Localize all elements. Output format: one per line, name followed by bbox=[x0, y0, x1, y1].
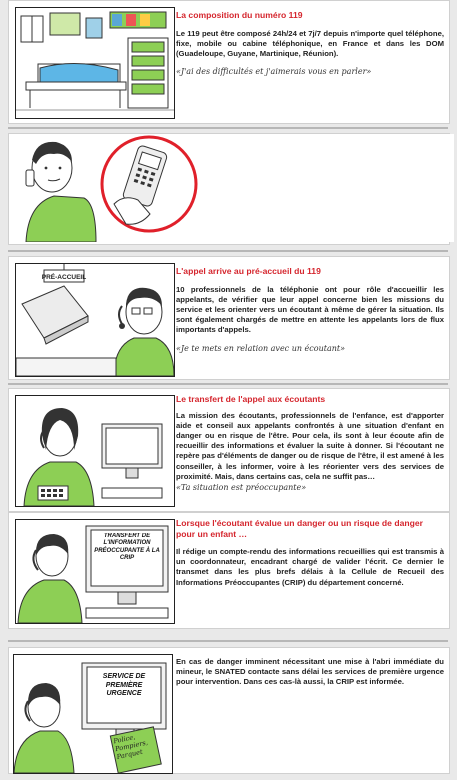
section-ecoutants bbox=[8, 388, 450, 512]
sticky-note-label: Police, Pompiers, Parquet bbox=[112, 732, 149, 762]
section-quote: «Je te mets en relation avec un écoutant» bbox=[176, 343, 345, 353]
section-body: En cas de danger imminent nécessitant une mise à l'abri immédiate du mineur, le SNATED contacte sans délai les services de première urgence pour intervention. Dans ces cas-là aussi, la CRIP est informée. bbox=[176, 657, 444, 687]
illustration-transfert bbox=[15, 519, 175, 624]
section-body: 10 professionnels de la téléphonie ont pour rôle d'accueillir les appelants, de vérifier que leur appel concerne bien les missions du service et les orienter vers un écoutant à même de gérer la situation. Ils sont également chargés de mettre en attente les appelants lors de flux importants d'appels. bbox=[176, 284, 444, 335]
section-quote: «Ta situation est préoccupante» bbox=[176, 482, 307, 492]
divider bbox=[8, 383, 448, 385]
section-title: Lorsque l'écoutant évalue un danger ou un risque de danger pour un enfant … bbox=[176, 518, 424, 539]
section-caller bbox=[8, 133, 450, 245]
section-title: La composition du numéro 119 bbox=[176, 10, 303, 20]
sign-label: PRÉ-ACCUEIL bbox=[41, 274, 87, 281]
screen-label: SERVICE DE PREMIÈRE URGENCE bbox=[102, 673, 146, 698]
section-crip bbox=[8, 512, 450, 629]
divider bbox=[8, 640, 448, 642]
section-title: L'appel arrive au pré-accueil du 119 bbox=[176, 266, 321, 276]
illustration-pre-accueil bbox=[15, 263, 175, 377]
section-pre-accueil bbox=[8, 256, 450, 380]
section-body: Le 119 peut être composé 24h/24 et 7j/7 depuis n'importe quel téléphone, fixe, mobile ou cabine téléphonique, en France et dans les DOM (Guadeloupe, Guyane, Martinique, Réunion). bbox=[176, 28, 444, 58]
section-body: Il rédige un compte-rendu des informations recueillies qui est transmis à un coordonnateur, encadrant chargé de valider l'écrit. Ce dernier le transmet dans les plus brefs délais à la Cellule de Recueil des Informations Préoccupantes (CRIP) du département concerné. bbox=[176, 547, 444, 587]
section-quote: «J'ai des difficultés et j'aimerais vous en parler» bbox=[176, 67, 372, 77]
illustration-bedroom bbox=[15, 7, 175, 119]
section-urgence bbox=[8, 647, 450, 774]
section-body: La mission des écoutants, professionnels de l'enfance, est d'apporter aide et conseil aux appelants confrontés à une situation d'enfant en danger ou en risque de l'être. Pour cela, ils sont à leur écoute afin de recueillir des informations et évaluer la suite à donner. Si l'écoutant ne repère pas d'éléments de danger ou de risque de l'être, il est amené à les conseiller, à les informer, voire à les réorienter vers des services de proximité. Mais, dans certains cas, cela ne suffit pas… bbox=[176, 410, 444, 481]
illustration-ecoutante bbox=[15, 395, 175, 507]
section-composition bbox=[8, 0, 450, 124]
illustration-urgence bbox=[13, 654, 173, 774]
divider bbox=[8, 127, 448, 129]
illustration-caller bbox=[14, 134, 454, 242]
screen-label: TRANSFERT DE L'INFORMATION PRÉOCCUPANTE À LA CRIP bbox=[94, 533, 160, 562]
divider bbox=[8, 250, 448, 252]
section-title: Le transfert de l'appel aux écoutants bbox=[176, 394, 326, 404]
